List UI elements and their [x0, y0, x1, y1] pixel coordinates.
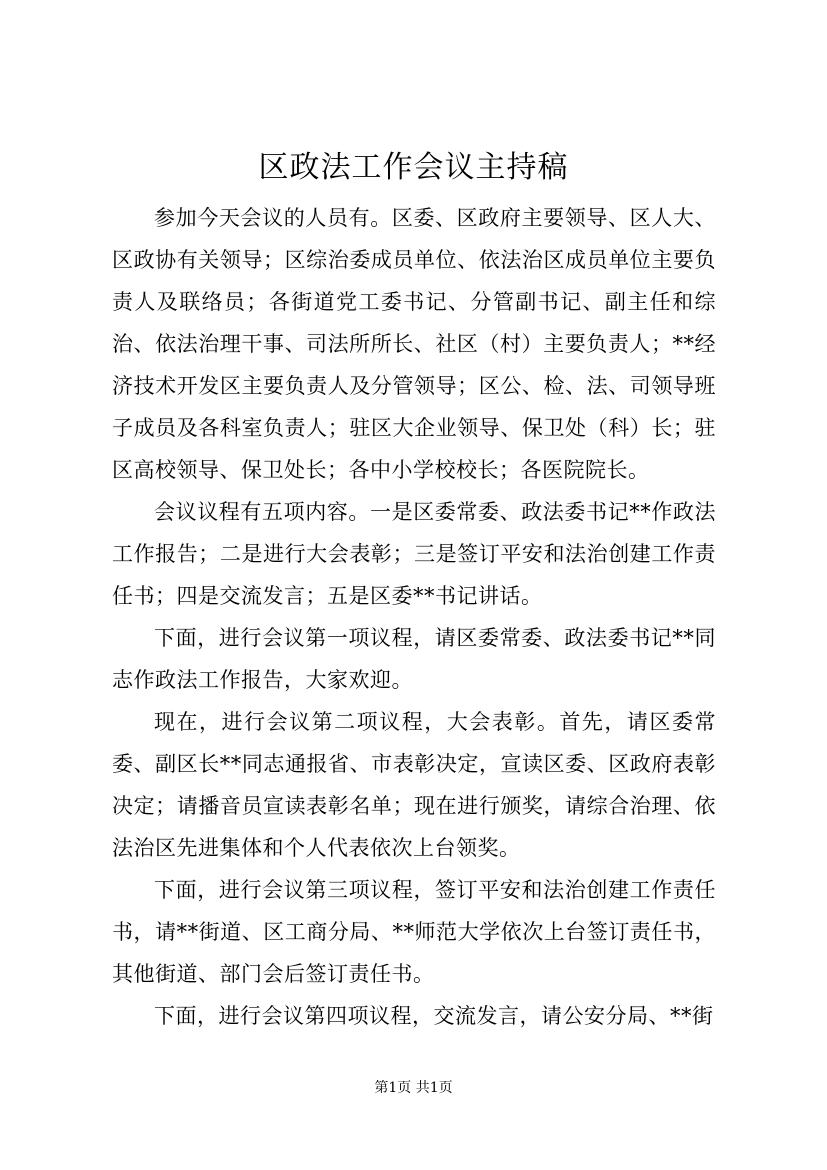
paragraph: 下面，进行会议第四项议程，交流发言，请公安分局、**街: [154, 1004, 714, 1028]
paragraph: 参加今天会议的人员有。区委、区政府主要领导、区人大、区政协有关领导；区综治委成员单位、依法治区成员单位主要负责人及联络员；各街道党工委书记、分管副书记、副主任和综治、依法治理干事、司法所所长、社区（村）主要负责人；**经济技术开发区主要负责人及分管领导；区公、检、法、司领导班子成员及各科室负责人；驻区大企业领导、保卫处（科）长；驻区高校领导、保卫处长；各中小学校校长；各医院院长。: [112, 206, 716, 482]
paragraph: 会议议程有五项内容。一是区委常委、政法委书记**作政法工作报告；二是进行大会表彰；三是签订平安和法治创建工作责任书；四是交流发言；五是区委**书记讲话。: [112, 500, 716, 608]
page-footer: 第1页 共1页: [374, 1080, 453, 1096]
paragraph: 下面，进行会议第一项议程，请区委常委、政法委书记**同志作政法工作报告，大家欢迎。: [112, 626, 716, 692]
paragraph: 现在，进行会议第二项议程，大会表彰。首先，请区委常委、副区长**同志通报省、市表彰决定，宣读区委、区政府表彰决定；请播音员宣读表彰名单；现在进行颁奖，请综合治理、依法治区先进集体和个人代表依次上台领奖。: [112, 710, 716, 860]
document-title: 区政法工作会议主持稿: [258, 150, 569, 185]
document-body: [112, 197, 716, 1037]
paragraph: 下面，进行会议第三项议程，签订平安和法治创建工作责任书，请**街道、区工商分局、**师范大学依次上台签订责任书，其他街道、部门会后签订责任书。: [112, 878, 716, 986]
